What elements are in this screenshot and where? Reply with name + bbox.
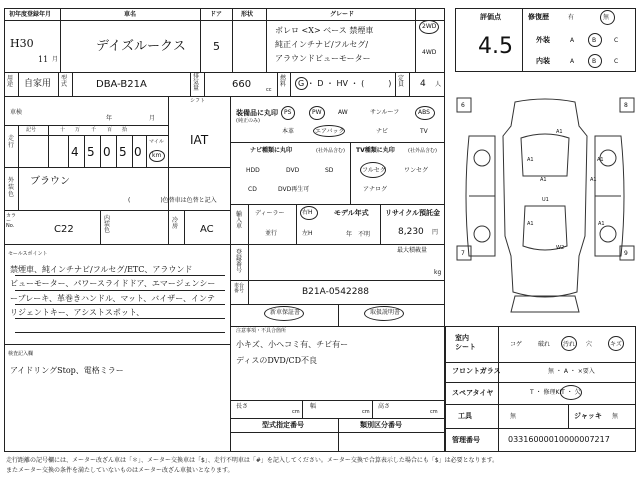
month-col: 月 (149, 115, 156, 122)
footer-note-1: 走行距離の記号欄には、メーター改ざん車は「＊」、メーター交換車は「$」、走行不明車は「#」を記入してください。メーター交換で合算表示した場合にも「$」は必要となります。 (6, 457, 499, 464)
reg-month-unit: 月 (52, 56, 59, 63)
interior-grade-c: C (614, 58, 619, 65)
capacity-unit: 人 (435, 81, 442, 88)
capacity: 4 (420, 79, 426, 89)
chassis-label: 車台番号 (234, 283, 245, 294)
diag-mark-4: A1 (540, 177, 547, 183)
windshield-label: フロントガラス (452, 367, 501, 375)
width-label: 幅 (310, 403, 317, 410)
mileage-label: 走行 (8, 135, 15, 150)
shape-label: 形状 (241, 11, 254, 18)
inspection-label: 車検 (10, 109, 23, 116)
doors-value: 5 (213, 40, 220, 53)
recycle-label: リサイクル預託金 (385, 209, 441, 217)
doors-label: ドア (210, 11, 222, 18)
chassis-number: B21A-0542288 (302, 287, 369, 297)
import-label: 輸入車 (236, 211, 243, 230)
seat-scratch: キズ (610, 341, 622, 348)
seat-burn: コゲ (510, 341, 523, 348)
cc-unit: cc (266, 87, 272, 93)
exterior-label: 外装色 (8, 177, 15, 199)
navi-dvd-play: DVD再生可 (278, 186, 310, 193)
navi-type-title: ナビ種類に丸印 (250, 147, 293, 154)
equip-tv: TV (420, 128, 428, 135)
equip-leather: 本革 (282, 128, 295, 135)
mileage-unit-sen: 千 (91, 127, 97, 133)
tv-type-note: (社外品含む) (408, 148, 437, 154)
exterior-grade-label: 外装 (536, 36, 550, 44)
height-cm: cm (430, 409, 438, 415)
interior-grade-b: B (592, 58, 597, 65)
interior-color-label: 内装色 (104, 215, 111, 234)
width-cm: cm (362, 409, 370, 415)
grade-line-2: 純正インチナビ/フルセグ/ (275, 40, 369, 49)
management-no: 03316000010000007217 (508, 435, 610, 444)
grade-line-1: ボレロ <X> ベース 禁煙車 (275, 26, 374, 35)
damage-label: 注意事項・不具合箇所 (236, 328, 287, 334)
fuel-options: G ・ D ・ HV ・ ( ) (298, 79, 392, 88)
mileage-digit-4: 5 (119, 145, 127, 159)
shift-label: シフト (190, 98, 206, 104)
ac-value: AC (200, 224, 214, 235)
mileage-digit-3: 0 (103, 145, 111, 159)
equip-sunroof: サンルーフ (370, 109, 400, 116)
seat-label: 室内 シート (455, 334, 476, 352)
drive-4wd: 4WD (422, 49, 437, 56)
equipment-title: 装備品に丸印 (236, 109, 278, 117)
navi-cd: CD (248, 186, 257, 193)
damage-line-2: ディスのDVD/CD不良 (236, 356, 318, 365)
car-name: デイズルークス (96, 39, 186, 54)
inspector-label: 検査記入欄 (8, 351, 34, 357)
model-label: 車名 (124, 11, 137, 18)
recycle-amount: 8,230 (398, 227, 424, 237)
tv-fullseg: フルセグ (362, 167, 386, 174)
equip-ps: PS (284, 109, 292, 116)
mileage-digit-5: 0 (134, 145, 142, 159)
tv-oneseg: ワンセグ (404, 167, 429, 174)
equip-pw: PW (312, 109, 322, 116)
mileage-unit-10man: 十 (60, 127, 66, 133)
sales-label: セールスポイント (8, 251, 48, 257)
seat-dirt: 汚れ (563, 341, 576, 348)
displacement: 660 (232, 79, 252, 90)
mileage-unit-hyaku: 百 (107, 127, 113, 133)
windshield-value: 無 ・ A ・ ×要入 (548, 368, 595, 375)
repair-no: 無 (603, 14, 610, 21)
mileage-unit-jyu: 拾 (122, 127, 128, 133)
equip-abs: ABS (418, 109, 430, 116)
equip-navi: ナビ (376, 128, 389, 135)
navi-sd: SD (325, 167, 334, 174)
color-change-note: ( )色替車は色替と記入 (128, 197, 217, 204)
fuel-label: 燃料 (280, 75, 287, 88)
height-label: 高さ (378, 403, 391, 410)
mileage-unit-symbol: 記号 (26, 127, 37, 133)
model-year-label: モデル年式 (334, 209, 369, 217)
class-label: 類別区分番号 (360, 421, 402, 429)
year-col: 年 (106, 115, 113, 122)
diag-mark-8: A1 (598, 221, 605, 227)
length-label: 長さ (236, 403, 249, 410)
type-cert-label: 型式指定番号 (262, 421, 304, 429)
exterior-grade-c: C (614, 37, 619, 44)
seat-tear: 破れ (538, 341, 551, 348)
diag-corner-8: 8 (624, 102, 628, 109)
tv-type-title: TV種類に丸印 (356, 147, 395, 154)
drive-2wd: 2WD (422, 23, 437, 30)
reg-year-label: 初年度登録年月 (9, 11, 52, 18)
exterior-grade-a: A (570, 37, 575, 44)
spare-tire-label: スペアタイヤ (452, 389, 494, 397)
navi-hdd: HDD (246, 167, 260, 174)
recycle-yen: 円 (432, 229, 439, 236)
equip-airbag: エアバック (315, 128, 345, 135)
management-no-label: 管理番号 (452, 436, 480, 444)
mileage-unit-man: 万 (75, 127, 81, 133)
model-year: 年 不明 (346, 231, 371, 238)
sales-line-3: ーブレーキ、革巻きハンドル、マット、バイザー、インテ (10, 294, 215, 303)
seat-hole: 穴 (586, 341, 593, 348)
exterior-grade-b: B (592, 37, 597, 44)
mileage-digit-1: 4 (71, 145, 79, 159)
equipment-subtitle: (純正のみ) (236, 118, 260, 124)
sales-line-2: ビューモーター、パワースライドドア、エマージェンシー (10, 279, 216, 288)
capacity-label: 定員 (398, 75, 405, 88)
max-load-unit: kg (434, 269, 442, 276)
registration-label: 登録番号 (236, 249, 243, 274)
jack-value: 無 (612, 413, 619, 420)
diag-mark-1: A1 (556, 129, 563, 135)
tool-value: 無 (510, 413, 517, 420)
grade-label: グレード (330, 11, 355, 18)
interior-grade-label: 内装 (536, 57, 550, 65)
repair-yes: 有 (568, 14, 575, 21)
ac-label: 冷房 (172, 217, 179, 230)
score-label: 評価点 (480, 13, 501, 21)
diag-corner-7: 7 (461, 250, 465, 257)
exterior-color: ブラウン (30, 176, 70, 187)
diag-mark-3: A1 (597, 157, 604, 163)
diag-mark-7: A1 (527, 221, 534, 227)
navi-dvd: DVD (286, 167, 300, 174)
color-code-label: カラー No. (6, 213, 17, 229)
spare-tire-value: T ・ 修理KIT ・ 欠 (530, 389, 581, 396)
reg-year: H30 (10, 37, 34, 50)
mileage-unit-mile: マイル (149, 139, 164, 145)
type-label: 型式 (61, 75, 68, 88)
length-cm: cm (292, 409, 300, 415)
navi-type-note: (社外品含む) (316, 148, 345, 154)
diag-corner-6: 6 (461, 102, 465, 109)
shift-value: IAT (190, 133, 209, 147)
mileage-digit-2: 5 (87, 145, 95, 159)
grade-line-3: アラウンドビューモーター (275, 54, 371, 63)
jack-label: ジャッキ (574, 412, 602, 420)
sales-line-1: 禁煙車、純インチナビ/フルセグ/ETC、アラウンド (10, 265, 193, 274)
score-value: 4.5 (478, 34, 513, 59)
import-parallel: 並行 (265, 230, 278, 237)
displacement-label: 排気量 (193, 73, 200, 92)
use-value: 自家用 (24, 79, 52, 89)
new-car-cert: 新車保証書 (270, 309, 301, 316)
diag-corner-9: 9 (624, 250, 628, 257)
handle-right: 右H (302, 209, 313, 216)
diag-mark-6: U1 (542, 197, 549, 203)
reg-month: 11 (38, 55, 49, 64)
tool-label: 工具 (458, 412, 472, 420)
car-damage-diagram (455, 96, 636, 320)
diag-mark-5: A1 (590, 177, 597, 183)
manual: 取扱説明書 (370, 309, 401, 316)
handle-left: 左H (302, 230, 313, 237)
equip-aw: AW (338, 109, 348, 116)
import-dealer: ディーラー (255, 210, 285, 217)
repair-label: 修復歴 (528, 13, 549, 21)
sales-line-4: リジェントキー、アシストスポット、 (10, 308, 145, 317)
model-code: DBA-B21A (96, 79, 147, 90)
tv-analog: アナログ (363, 186, 388, 193)
interior-grade-a: A (570, 58, 575, 65)
mileage-km: km (152, 152, 162, 159)
max-load-label: 最大積載量 (397, 247, 428, 254)
inspector-note: アイドリングStop、電格ミラー (10, 366, 124, 375)
use-label: 用途 (7, 75, 14, 88)
damage-line-1: 小キズ、小ヘコミ有、チビ有ー (236, 340, 349, 349)
footer-note-2: またメーター交換の条件を満たしていないものはメーター改ざん車扱いとなります。 (6, 467, 234, 474)
diag-mark-9: W2 (556, 245, 565, 251)
color-code: C22 (54, 224, 74, 235)
diag-mark-2: A1 (527, 157, 534, 163)
